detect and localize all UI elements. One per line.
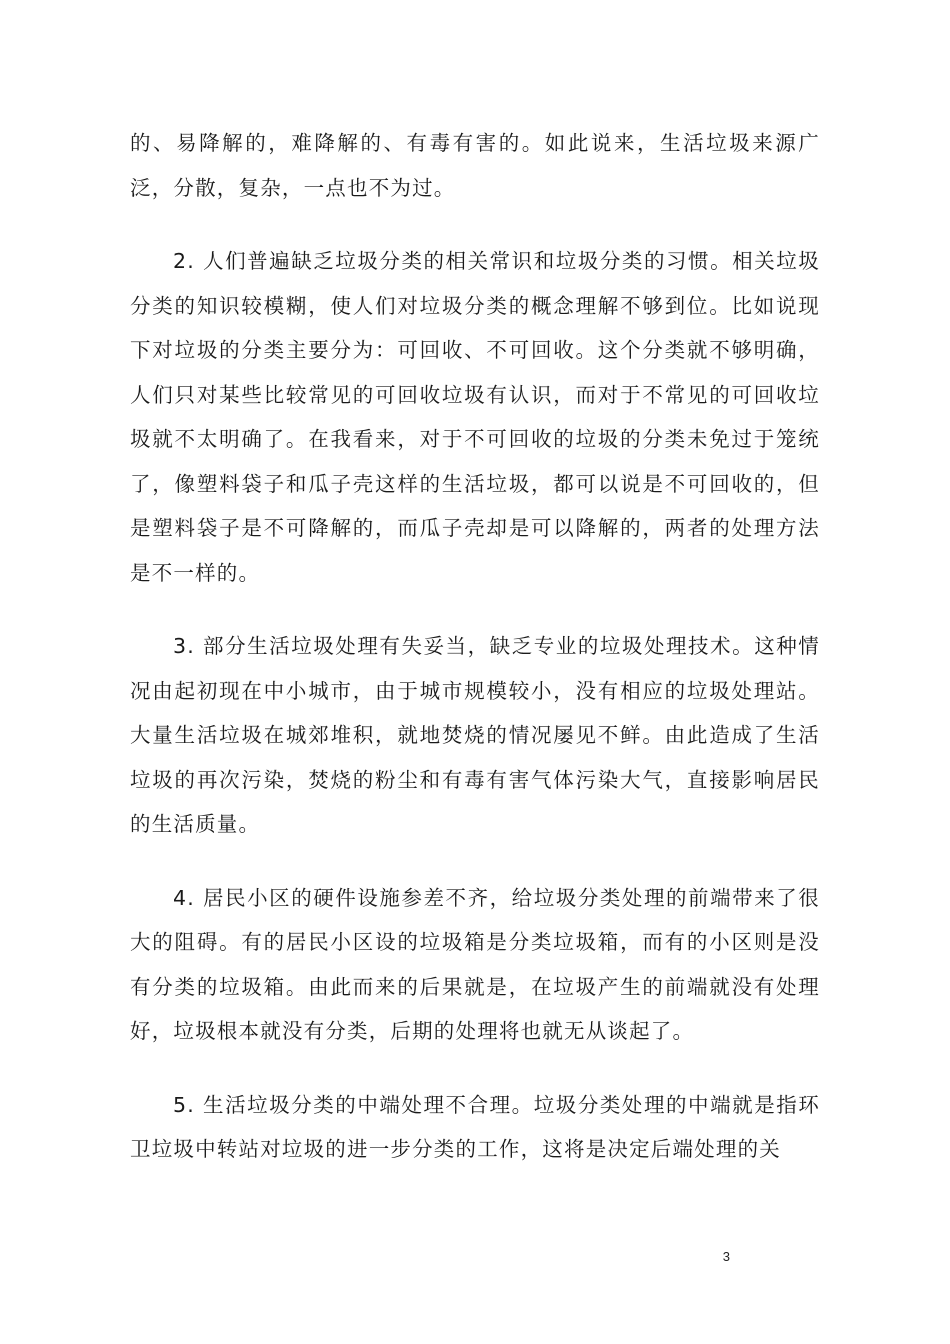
paragraph-item-2: 2. 人们普遍缺乏垃圾分类的相关常识和垃圾分类的习惯。相关垃圾分类的知识较模糊，使人们对垃圾分类的概念理解不够到位。比如说现下对垃圾的分类主要分为：可回收、不可回收。这个分类就不够明确，人们只对某些比较常见的可回收垃圾有认识，而对于不常见的可回收垃圾就不太明确了。在我看来，对于不可回收的垃圾的分类未免过于笼统了，像塑料袋子和瓜子壳这样的生活垃圾，都可以说是不可回收的，但是塑料袋子是不可降解的，而瓜子壳却是可以降解的，两者的处理方法是不一样的。: [130, 249, 820, 585]
paragraph-item-4: 4. 居民小区的硬件设施参差不齐，给垃圾分类处理的前端带来了很大的阻碍。有的居民小区设的垃圾箱是分类垃圾箱，而有的小区则是没有分类的垃圾箱。由此而来的后果就是，在垃圾产生的前端就没有处理好，垃圾根本就没有分类，后期的处理将也就无从谈起了。: [130, 885, 820, 1043]
body-text: [130, 121, 820, 1201]
paragraph-item-3: 3. 部分生活垃圾处理有失妥当，缺乏专业的垃圾处理技术。这种情况由起初现在中小城市，由于城市规模较小，没有相应的垃圾处理站。大量生活垃圾在城郊堆积，就地焚烧的情况屡见不鲜。由此造成了生活垃圾的再次污染，焚烧的粉尘和有毒有害气体污染大气，直接影响居民的生活质量。: [130, 634, 820, 836]
paragraph-continuation: 的、易降解的，难降解的、有毒有害的。如此说来，生活垃圾来源广泛，分散，复杂，一点也不为过。: [130, 131, 820, 200]
page-number: 3: [722, 1249, 730, 1264]
paragraph-item-5: 5. 生活垃圾分类的中端处理不合理。垃圾分类处理的中端就是指环卫垃圾中转站对垃圾的进一步分类的工作，这将是决定后端处理的关: [130, 1092, 820, 1161]
